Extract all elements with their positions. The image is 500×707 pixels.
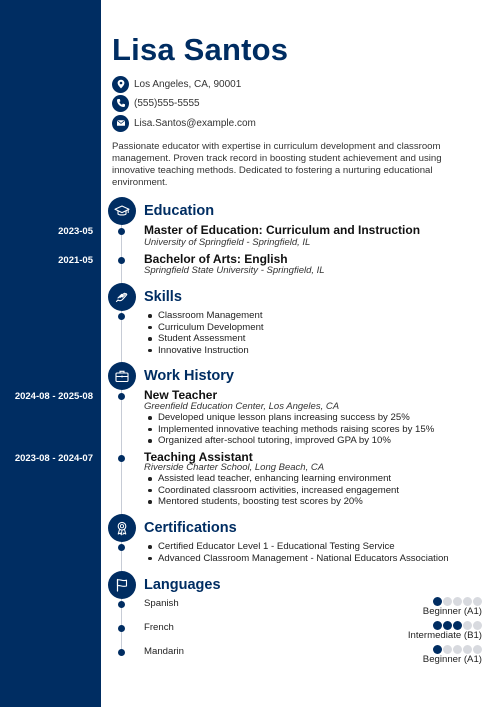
certifications-list	[144, 541, 449, 564]
timeline-dot	[118, 601, 125, 608]
languages-heading: Languages	[144, 577, 221, 593]
timeline-dot	[118, 228, 125, 235]
list-item: Innovative Instruction	[144, 345, 264, 357]
contact-phone	[112, 94, 200, 112]
rating-dot	[463, 645, 472, 654]
flag-icon	[108, 571, 136, 599]
rating-dot	[473, 597, 482, 606]
education-date-1: 2023-05	[58, 226, 93, 237]
list-item: Classroom Management	[144, 310, 264, 322]
timeline-dot	[118, 649, 125, 656]
rating-dot	[453, 621, 462, 630]
skills-heading: Skills	[144, 289, 182, 305]
rating-dot	[433, 621, 442, 630]
rating-dot	[463, 597, 472, 606]
rating-dot	[463, 621, 472, 630]
skills-list	[144, 310, 264, 356]
graduation-cap-icon	[108, 197, 136, 225]
list-item: Advanced Classroom Management - National Educators Association	[144, 553, 449, 565]
work-bullets-2	[144, 473, 399, 508]
work-role-1: New Teacher	[144, 388, 218, 402]
list-item: Mentored students, boosting test scores by 20%	[144, 496, 399, 508]
rating-dot	[453, 597, 462, 606]
email-link[interactable]: Lisa.Santos@example.com	[134, 117, 256, 129]
rating-dot	[443, 621, 452, 630]
candidate-name: Lisa Santos	[112, 32, 289, 67]
language-name: Mandarin	[144, 646, 184, 657]
timeline-dot	[118, 625, 125, 632]
timeline-dot	[118, 544, 125, 551]
rating-dot	[433, 597, 442, 606]
certifications-heading: Certifications	[144, 520, 237, 536]
list-item: Certified Educator Level 1 - Educational Testing Service	[144, 541, 449, 553]
contact-email	[112, 114, 256, 132]
work-role-2: Teaching Assistant	[144, 450, 253, 464]
list-item: Implemented innovative teaching methods raising scores by 15%	[144, 424, 434, 436]
language-level: Beginner (A1)	[422, 654, 482, 665]
rating-dot	[443, 597, 452, 606]
education-school-1: University of Springfield - Springfield, IL	[144, 237, 311, 248]
rating-dot	[433, 645, 442, 654]
language-name: Spanish	[144, 598, 179, 609]
list-item: Student Assessment	[144, 333, 264, 345]
sidebar	[0, 0, 101, 707]
rating-dot	[473, 621, 482, 630]
timeline-dot	[118, 313, 125, 320]
work-bullets-1	[144, 412, 434, 447]
professional-summary: Passionate educator with expertise in curriculum development and classroom management. Proven track record in boosting student achievement and using innovative teaching methods. Dedicated to fostering a nurturing educational environment.	[112, 141, 442, 188]
education-degree-1: Master of Education: Curriculum and Instruction	[144, 223, 421, 237]
rating-dot	[443, 645, 452, 654]
award-ribbon-icon	[108, 514, 136, 542]
location-pin-icon	[112, 76, 129, 93]
language-rating	[433, 597, 482, 606]
rating-dot	[473, 645, 482, 654]
list-item: Curriculum Development	[144, 322, 264, 334]
contact-location	[112, 75, 241, 93]
phone-icon	[112, 95, 129, 112]
rating-dot	[453, 645, 462, 654]
language-name: French	[144, 622, 174, 633]
phone-text: (555)555-5555	[134, 97, 200, 109]
list-item: Organized after-school tutoring, improved GPA by 10%	[144, 435, 434, 447]
location-text: Los Angeles, CA, 90001	[134, 78, 242, 90]
work-company-1: Greenfield Education Center, Los Angeles, CA	[144, 401, 340, 412]
language-rating	[433, 645, 482, 654]
language-rating	[433, 621, 482, 630]
language-level: Intermediate (B1)	[407, 630, 482, 641]
work-date-2: 2023-08 - 2024-07	[14, 453, 93, 464]
education-school-2: Springfield State University - Springfield, IL	[144, 265, 325, 276]
timeline-dot	[118, 393, 125, 400]
list-item: Assisted lead teacher, enhancing learning environment	[144, 473, 399, 485]
education-heading: Education	[144, 203, 215, 219]
language-level: Beginner (A1)	[422, 606, 482, 617]
timeline-dot	[118, 455, 125, 462]
work-history-heading: Work History	[144, 368, 234, 384]
list-item: Coordinated classroom activities, increased engagement	[144, 485, 399, 497]
hand-icon	[108, 283, 136, 311]
briefcase-icon	[108, 362, 136, 390]
list-item: Developed unique lesson plans increasing success by 25%	[144, 412, 434, 424]
education-degree-2: Bachelor of Arts: English	[144, 252, 288, 266]
education-date-2: 2021-05	[58, 255, 93, 266]
envelope-icon	[112, 115, 129, 132]
work-company-2: Riverside Charter School, Long Beach, CA	[144, 462, 325, 473]
timeline-dot	[118, 257, 125, 264]
work-date-1: 2024-08 - 2025-08	[14, 391, 93, 402]
